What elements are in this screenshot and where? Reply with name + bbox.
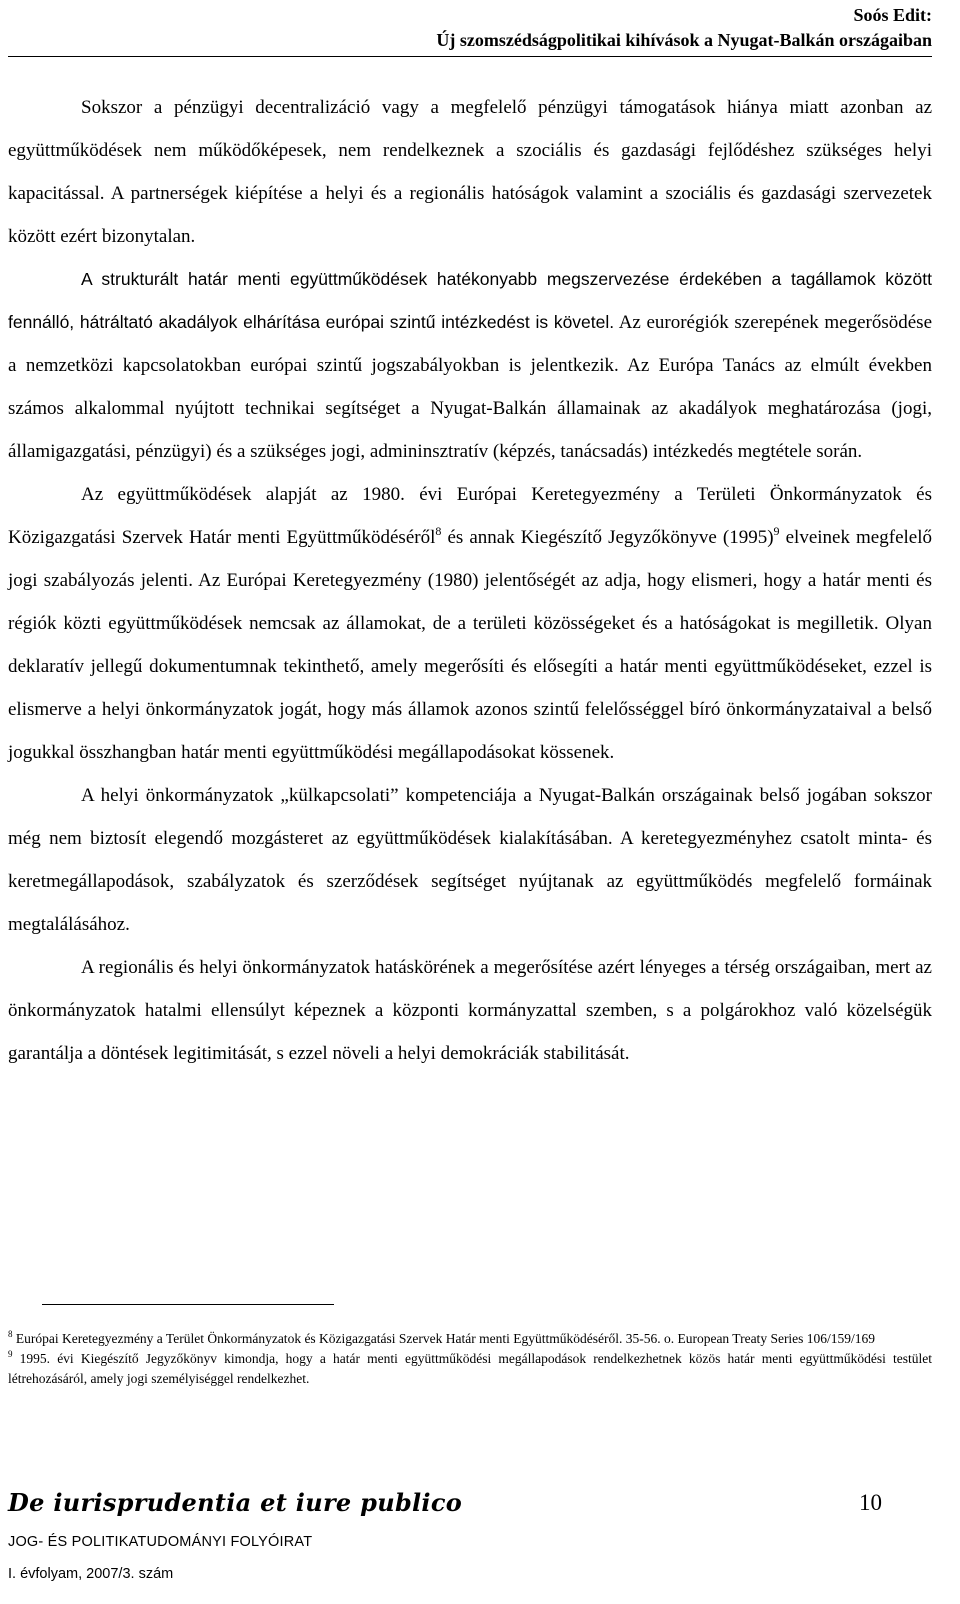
running-header xyxy=(436,3,932,53)
footnote-ref-9[interactable]: 9 xyxy=(773,524,780,538)
footnote-8-number: 8 xyxy=(8,1329,13,1339)
header-author: Soós Edit: xyxy=(853,5,932,25)
article-body xyxy=(8,86,932,1075)
journal-subtitle: JOG- ÉS POLITIKATUDOMÁNYI FOLYÓIRAT xyxy=(8,1534,313,1550)
footnote-8 xyxy=(8,1329,932,1349)
footnote-9-number: 9 xyxy=(8,1349,13,1359)
paragraph-4: A helyi önkormányzatok „külkapcsolati” kompetenciája a Nyugat-Balkán országainak belső jogában sokszor még nem biztosít elegendő mozgásteret az együttműködések kialakításában. A keretegyezményhez csatolt minta- és keretmegállapodások, szabályzatok és szerződések segítséget nyújtanak az együttműködés megfelelő formáinak megtalálásához. xyxy=(8,785,932,935)
paragraph-1: Sokszor a pénzügyi decentralizáció vagy a megfelelő pénzügyi támogatások hiánya miatt azonban az együttműködések nem működőképesek, nem rendelkeznek a szociális és gazdasági fejlődéshez szükséges helyi kapacitással. A partnerségek kiépítése a helyi és a regionális hatóságok valamint a szociális és gazdasági szervezetek között ezért bizonytalan. xyxy=(8,97,932,247)
footnote-8-text: Európai Keretegyezmény a Terület Önkormányzatok és Közigazgatási Szervek Határ menti Együttműködéséről. 35-56. o. European Treaty Series 106/159/169 xyxy=(12,1331,876,1346)
header-rule xyxy=(8,56,932,57)
footnote-rule xyxy=(42,1304,334,1305)
paragraph-2 xyxy=(8,258,932,473)
footnote-ref-8[interactable]: 8 xyxy=(435,524,442,538)
paragraph-3 xyxy=(8,473,932,774)
header-title: Új szomszédságpolitikai kihívások a Nyugat-Balkán országaiban xyxy=(436,30,932,50)
footnotes xyxy=(8,1329,932,1389)
journal-issue: I. évfolyam, 2007/3. szám xyxy=(8,1566,174,1582)
paragraph-3-part-c: elveinek megfelelő jogi szabályozás jelenti. Az Európai Keretegyezmény (1980) jelentőségét az adja, hogy elismeri, hogy a határ menti és régiók közti együttműködések nemcsak az államokat, de a területi közösségeket és a hatóságokat is megilletik. Olyan deklaratív jellegű dokumentumnak tekinthető, amely megerősíti és elősegíti a határ menti együttműködéseket, ezzel is elismerve a helyi önkormányzatok jogát, hogy más államok azonos szintű felelősséggel bíró önkormányzataival a belső jogukkal összhangban határ menti együttműködési megállapodásokat kössenek. xyxy=(8,527,932,763)
paragraph-5: A regionális és helyi önkormányzatok hatáskörének a megerősítése azért lényeges a térség országaiban, mert az önkormányzatok hatalmi ellensúlyt képeznek a központi kormányzattal szemben, s a polgárokhoz való közelségük garantálja a döntések legitimitását, s ezzel növeli a helyi demokráciák stabilitását. xyxy=(8,957,932,1064)
paragraph-3-part-a: Az együttműködések alapját az 1980. évi Európai Keretegyezmény a Területi Önkormányzatok és Közigazgatási Szervek Határ menti Együttműködéséről xyxy=(8,484,932,548)
paragraph-2-serif-run: Az eurorégiók szerepének megerősödése a nemzetközi kapcsolatokban európai szintű jogszabályokban is jelentkezik. Az Európa Tanács az elmúlt években számos alkalommal nyújtott technikai segítséget a Nyugat-Balkán államainak az akadályok meghatározása (jogi, államigazgatási, pénzügyi) és a szükséges jogi, admininsztratív (képzés, tanácsadás) intézkedés megtétele során. xyxy=(8,312,933,462)
page-number: 10 xyxy=(859,1490,882,1515)
paragraph-2-sans-run: A strukturált határ menti együttműködések hatékonyabb megszervezése érdekében a tagállamok között fennálló, hátráltató akadályok elhárítása európai szintű intézkedést is követel. xyxy=(8,269,932,332)
footnote-9 xyxy=(8,1349,932,1389)
paragraph-3-part-b: és annak Kiegészítő Jegyzőkönyve (1995) xyxy=(441,527,774,548)
footnote-9-text: 1995. évi Kiegészítő Jegyzőkönyv kimondja, hogy a határ menti együttműködési megállapodások rendelkezhetnek közös határ menti együttműködési testület létrehozásáról, amely jogi személyiséggel rendelkezhet. xyxy=(8,1351,932,1386)
journal-name: De iurisprudentia et iure publico xyxy=(8,1488,463,1517)
